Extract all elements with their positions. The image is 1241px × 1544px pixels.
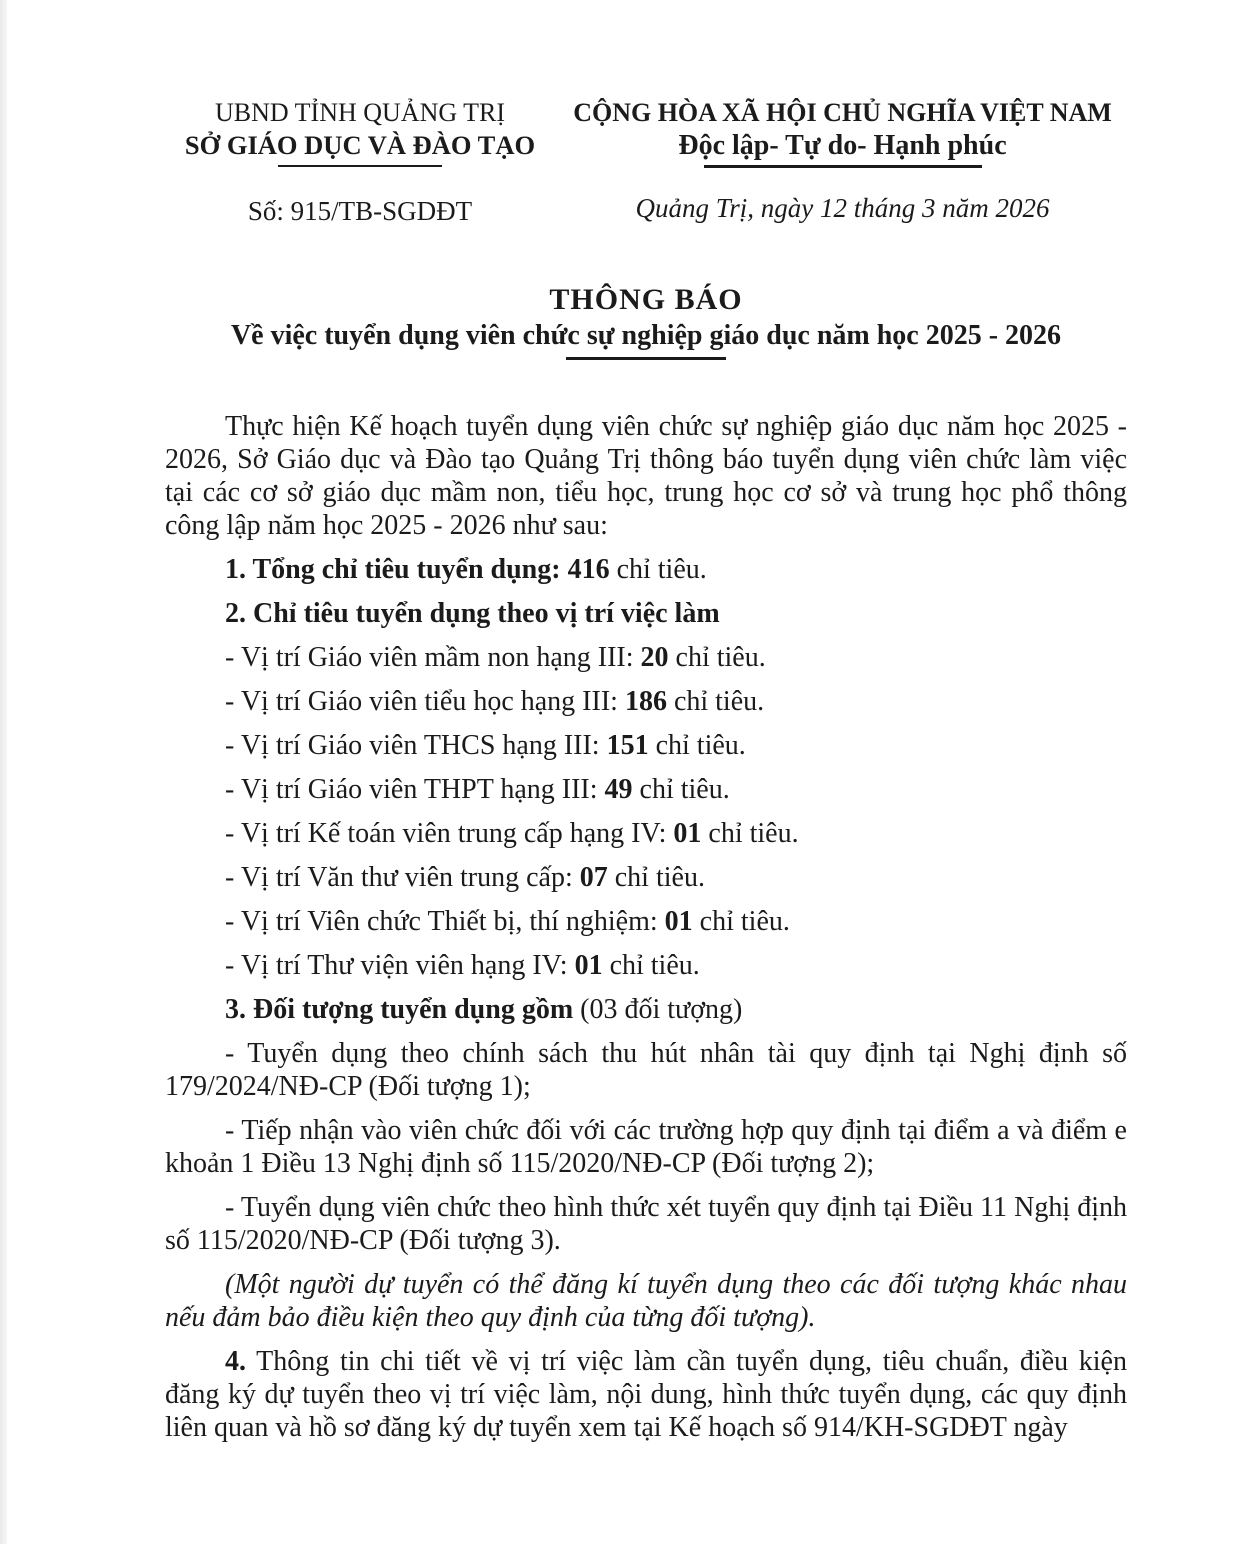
target-paragraph: - Tiếp nhận vào viên chức đối với các trường hợp quy định tại điểm a và điểm e khoản 1 Điều 13 Nghị định số 115/2020/NĐ-CP (Đối tượng 2);	[165, 1115, 1127, 1179]
national-title: CỘNG HÒA XÃ HỘI CHỦ NGHĨA VIỆT NAM	[573, 98, 1112, 127]
total-quota-value: 416	[567, 554, 610, 585]
national-motto: Độc lập- Tự do- Hạnh phúc	[678, 130, 1007, 161]
section-4-text: Thông tin chi tiết về vị trí việc làm cần tuyển dụng, tiêu chuẩn, điều kiện đăng ký dự tuyển theo vị trí việc làm, nội dung, hình thức tuyển dụng, các quy định liên quan và hồ sơ đăng ký dự tuyển xem tại Kế hoạch số 914/KH-SGDĐT ngày	[165, 1346, 1127, 1443]
quota-item-value: 01	[673, 818, 702, 849]
quota-item-value: 01	[574, 950, 603, 981]
section-2-heading: 2. Chỉ tiêu tuyển dụng theo vị trí việc làm	[225, 598, 720, 629]
motto-underline	[704, 165, 982, 168]
quota-item-prefix: - Vị trí Kế toán viên trung cấp hạng IV:	[225, 818, 674, 849]
document-subtitle: Về việc tuyển dụng viên chức sự nghiệp giáo dục năm học 2025 - 2026	[230, 320, 1062, 351]
agency-parent-name: UBND TỈNH QUẢNG TRỊ	[214, 98, 506, 127]
quota-item	[165, 641, 1127, 674]
target-paragraph: - Tuyển dụng theo chính sách thu hút nhân tài quy định tại Nghị định số 179/2024/NĐ-CP (Đối tượng 1);	[165, 1038, 1127, 1102]
quota-item	[165, 685, 1127, 718]
quota-item	[165, 729, 1127, 762]
quota-item-prefix: - Vị trí Giáo viên THCS hạng III:	[225, 730, 607, 761]
quota-item-suffix: chỉ tiêu.	[666, 686, 765, 717]
quota-item-value: 151	[606, 730, 649, 761]
note-paragraph: (Một người dự tuyển có thể đăng kí tuyển dụng theo các đối tượng khác nhau nếu đảm bảo điều kiện theo quy định của từng đối tượng).	[165, 1269, 1127, 1333]
quota-item-value: 20	[640, 642, 669, 673]
document-body	[165, 410, 1127, 1444]
section-3-suffix: (03 đối tượng)	[573, 994, 743, 1025]
quota-item	[165, 905, 1127, 938]
total-quota-label: 1. Tổng chỉ tiêu tuyển dụng:	[225, 554, 568, 585]
quota-item-value: 49	[604, 774, 633, 805]
total-quota-line	[165, 553, 1127, 586]
section-3-heading	[165, 993, 1127, 1026]
quota-item	[165, 773, 1127, 806]
place-date-line: Quảng Trị, ngày 12 tháng 3 năm 2026	[635, 193, 1050, 223]
quota-item-value: 01	[664, 906, 693, 937]
document-title: THÔNG BÁO	[549, 283, 743, 316]
quota-item-prefix: - Vị trí Văn thư viên trung cấp:	[225, 862, 580, 893]
total-quota-suffix: chỉ tiêu.	[609, 554, 707, 585]
quota-item	[165, 817, 1127, 850]
quota-item-suffix: chỉ tiêu.	[632, 774, 730, 805]
quota-item-value: 07	[579, 862, 608, 893]
target-paragraph: - Tuyển dụng viên chức theo hình thức xét tuyển quy định tại Điều 11 Nghị định số 115/2020/NĐ-CP (Đối tượng 3).	[165, 1192, 1127, 1256]
section-4-paragraph	[165, 1345, 1127, 1444]
section-4-label: 4.	[225, 1346, 246, 1377]
quota-item-prefix: - Vị trí Viên chức Thiết bị, thí nghiệm:	[225, 906, 665, 937]
quota-item-suffix: chỉ tiêu.	[648, 730, 746, 761]
quota-item-prefix: - Vị trí Giáo viên mầm non hạng III:	[225, 642, 641, 673]
intro-paragraph: Thực hiện Kế hoạch tuyển dụng viên chức sự nghiệp giáo dục năm học 2025 - 2026, Sở Giáo dục và Đào tạo Quảng Trị thông báo tuyển dụng viên chức làm việc tại các cơ sở giáo dục mầm non, tiểu học, trung học cơ sở và trung học phổ thông công lập năm học 2025 - 2026 như sau:	[165, 411, 1127, 541]
quota-item-suffix: chỉ tiêu.	[607, 862, 705, 893]
quota-item-value: 186	[624, 686, 667, 717]
quota-item	[165, 949, 1127, 982]
scan-edge-shadow	[0, 0, 7, 1544]
agency-underline	[278, 165, 442, 167]
national-header-block	[555, 97, 1130, 228]
quota-item-suffix: chỉ tiêu.	[602, 950, 700, 981]
agency-name: SỞ GIÁO DỤC VÀ ĐÀO TẠO	[184, 130, 536, 160]
quota-item-suffix: chỉ tiêu.	[668, 642, 766, 673]
quota-item	[165, 861, 1127, 894]
quota-item-suffix: chỉ tiêu.	[692, 906, 790, 937]
section-3-label: 3. Đối tượng tuyển dụng gồm	[225, 994, 574, 1025]
issuing-agency-block	[165, 97, 555, 228]
title-underline	[566, 357, 726, 360]
quota-item-suffix: chỉ tiêu.	[701, 818, 799, 849]
quota-item-prefix: - Vị trí Thư viện viên hạng IV:	[225, 950, 575, 981]
quota-item-prefix: - Vị trí Giáo viên THPT hạng III:	[225, 774, 605, 805]
document-title-block	[165, 282, 1127, 360]
document-number: Số: 915/TB-SGDĐT	[247, 196, 473, 226]
document-header	[0, 0, 1241, 228]
quota-item-prefix: - Vị trí Giáo viên tiểu học hạng III:	[225, 686, 625, 717]
